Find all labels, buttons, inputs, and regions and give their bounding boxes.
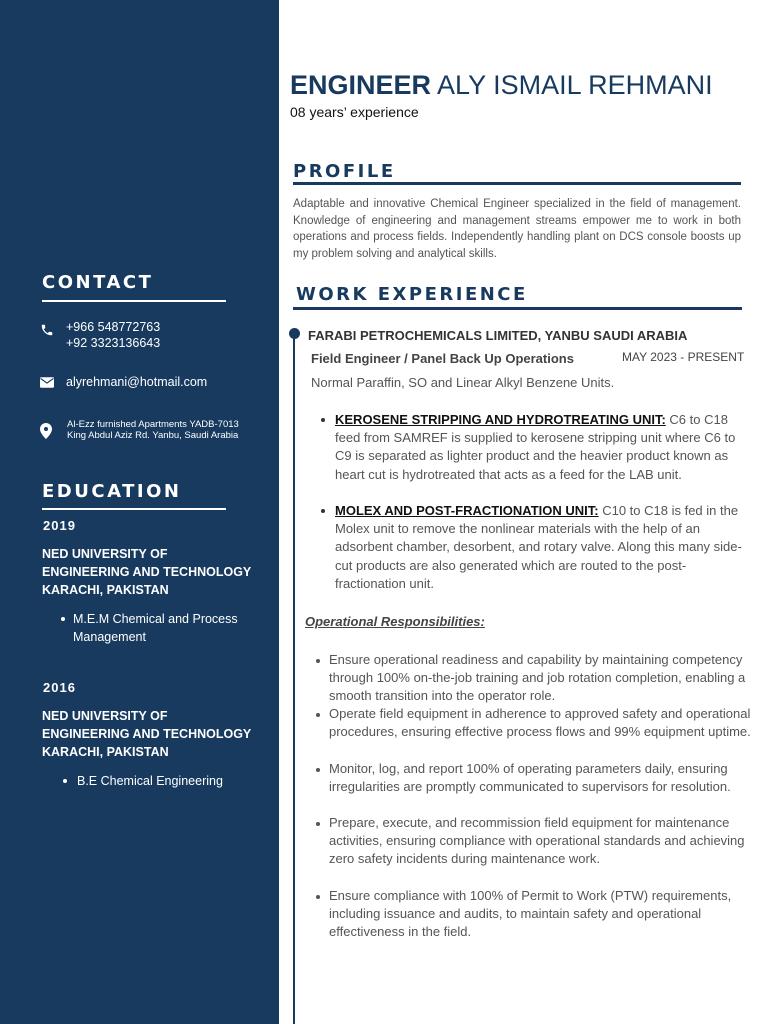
bullet-dot (316, 659, 320, 663)
education-degree (73, 610, 238, 646)
unit-description: C10 to C18 is fed in the Molex unit to remove the nonlinear materials with the help of an adsorbent chamber, desorbent, and rotary valve. Along this many side-cut products are also generated which are routed to the post-fractionation unit. (335, 503, 742, 591)
education-degree: B.E Chemical Engineering (77, 774, 223, 788)
unit-item (335, 502, 750, 593)
address-line: King Abdul Aziz Rd. Yanbu, Saudi Arabia (67, 430, 239, 441)
bullet-dot (316, 713, 320, 717)
unit-description: C6 to C18 feed from SAMREF is supplied to kerosene stripping unit where C6 to C9 is separated as lighter product and the heavier product known as heart cut is hydrotreated that acts as a feed for the LAB unit. (335, 412, 736, 482)
full-name: ALY ISMAIL REHMANI (437, 70, 713, 100)
page-title (290, 70, 713, 101)
degree-line: Management (73, 630, 146, 644)
unit-item (335, 411, 750, 484)
school-line: KARACHI, PAKISTAN (42, 583, 169, 597)
contact-heading: CONTACT (42, 272, 154, 293)
bullet-dot (61, 617, 65, 621)
school-line: ENGINEERING AND TECHNOLOGY (42, 727, 252, 741)
education-school (42, 545, 272, 599)
responsibility-item: Ensure operational readiness and capability by maintaining competency through 100% on-the-job training and job rotation completion, enabling a smooth transition into the operator role. (329, 652, 746, 704)
school-line: ENGINEERING AND TECHNOLOGY (42, 565, 252, 579)
phone-icon (40, 323, 54, 337)
responsibility-item: Prepare, execute, and recommission field equipment for maintenance activities, ensuring compliance with operational standards and achieving zero safety incidents during maintenance work. (329, 815, 745, 867)
profile-divider (293, 182, 741, 185)
address-line: Al-Ezz furnished Apartments YADB-7013 (67, 419, 239, 430)
mail-icon (40, 377, 54, 388)
timeline-dot (289, 328, 300, 339)
education-school (42, 707, 272, 761)
bullet-dot (316, 895, 320, 899)
responsibility-item: Monitor, log, and report 100% of operating parameters daily, ensuring irregularities are promptly communicated to supervisors for resolution. (329, 761, 731, 795)
work-experience-heading: WORK EXPERIENCE (296, 284, 528, 305)
work-divider (293, 307, 742, 310)
phone-number: +966 548772763 (66, 320, 161, 334)
bullet-dot (321, 509, 325, 513)
degree-line: M.E.M Chemical and Process (73, 612, 238, 626)
education-divider (42, 508, 226, 510)
school-line: NED UNIVERSITY OF (42, 709, 168, 723)
education-year: 2019 (43, 518, 76, 533)
education-year: 2016 (43, 680, 76, 695)
bullet-dot (316, 768, 320, 772)
job-dates: MAY 2023 - PRESENT (622, 350, 745, 364)
job-units: Normal Paraffin, SO and Linear Alkyl Benzene Units. (311, 375, 615, 390)
email-link[interactable]: alyrehmani@hotmail.com (66, 375, 208, 389)
job-title: Field Engineer / Panel Back Up Operations (311, 351, 574, 366)
location-pin-icon (40, 423, 52, 439)
title-prefix: ENGINEER (290, 70, 432, 100)
unit-label: MOLEX AND POST-FRACTIONATION UNIT: (335, 503, 599, 518)
profile-summary: Adaptable and innovative Chemical Engineer specialized in the field of management. Knowledge of engineering and management streams empower me to work in both operations and process fields. Independently handling plant on DCS console boosts up my problem solving and analytical skills. (293, 198, 741, 260)
phone-number: +92 3323136643 (66, 336, 161, 350)
sidebar (0, 0, 279, 1024)
timeline-line (293, 336, 295, 1024)
experience-subtitle: 08 years’ experience (290, 104, 419, 120)
bullet-dot (316, 822, 320, 826)
bullet-dot (321, 418, 325, 422)
school-line: KARACHI, PAKISTAN (42, 745, 169, 759)
responsibility-item: Ensure compliance with 100% of Permit to Work (PTW) requirements, including issuance and audits, to maintain safety and operational effectiveness in the field. (329, 888, 732, 940)
company-name: FARABI PETROCHEMICALS LIMITED, YANBU SAUDI ARABIA (308, 328, 688, 343)
contact-divider (42, 300, 226, 302)
bullet-dot (63, 779, 67, 783)
education-heading: EDUCATION (42, 481, 182, 502)
school-line: NED UNIVERSITY OF (42, 547, 168, 561)
unit-label: KEROSENE STRIPPING AND HYDROTREATING UNIT: (335, 412, 666, 427)
profile-heading: PROFILE (293, 161, 396, 182)
responsibilities-heading: Operational Responsibilities: (305, 614, 485, 629)
responsibility-item: Operate field equipment in adherence to approved safety and operational procedures, ensuring effective process flows and 99% equipment uptime. (329, 706, 751, 740)
